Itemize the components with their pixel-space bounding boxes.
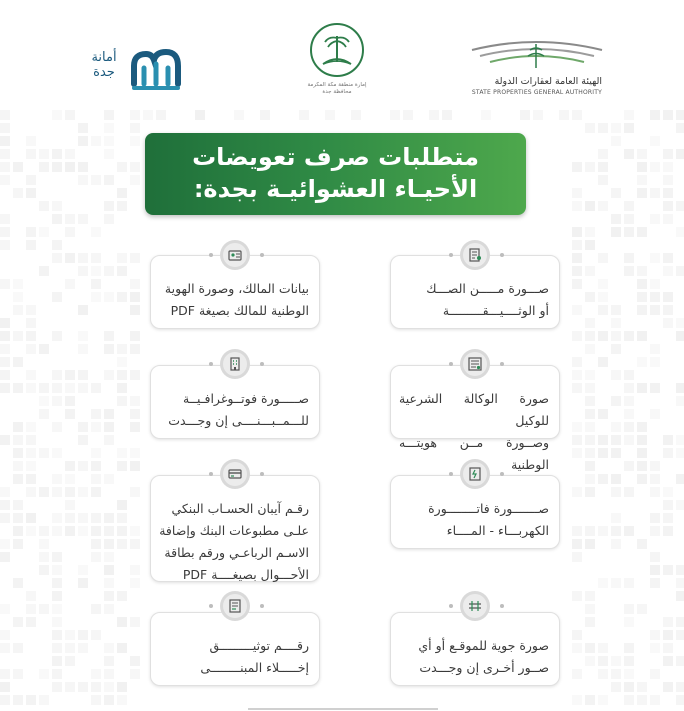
banner-title-line1: متطلبات صرف تعويضات xyxy=(192,143,479,171)
requirements-title-banner xyxy=(145,133,526,215)
aerial-photo-icon xyxy=(460,591,490,621)
makkah-emirate-logo xyxy=(300,22,374,104)
emirate-caption-arabic: إمارة منطقة مكة المكرمة xyxy=(307,82,367,88)
spga-logo xyxy=(466,36,608,102)
jeddah-logo-text: أمانة جدة xyxy=(91,50,117,80)
deed-document-icon xyxy=(460,240,490,270)
requirement-card-aerial-photo: صورة جوية للموقـع أو أي صــور أخـرى إن وجـــدت xyxy=(390,612,560,686)
power-of-attorney-icon xyxy=(460,349,490,379)
requirement-card-building-photo: صـــــورة فوتــوغرافـيــة للـــمــبـــنــــى إن وجـــدت xyxy=(150,365,320,439)
building-photo-icon xyxy=(220,349,250,379)
vacancy-document-icon xyxy=(220,591,250,621)
id-card-icon xyxy=(220,240,250,270)
spga-arabic-name: الهيئة العامة لعقارات الدولة xyxy=(494,76,602,87)
palm-swords-emblem-icon xyxy=(307,22,367,78)
jeddah-logo-mark-icon xyxy=(126,44,186,100)
bank-card-icon xyxy=(220,459,250,489)
requirement-card-utility-bill: صـــــــورة فاتــــــــورة الكهربـــاء - المــــاء xyxy=(390,475,560,549)
requirement-card-iban: رقـم آيبان الحسـاب البنكي علـى مطبوعات البنك وإضافة الاسـم الرباعـي ورقم بطاقة الأحـــوال بصيغــــة PDF xyxy=(150,475,320,582)
spga-emblem-icon xyxy=(466,36,608,74)
electricity-bill-icon xyxy=(460,459,490,489)
banner-title-line2: الأحيـاء العشوائيـة بجدة: xyxy=(193,175,478,203)
requirement-card-owner-id: بيانات المالك، وصورة الهوية الوطنية للمالك بصيغة PDF xyxy=(150,255,320,329)
bottom-divider xyxy=(248,708,438,710)
requirement-card-power-of-attorney: صورة الوكالة الشرعية للوكيل وصــورة مــن هويتـــه الوطنية xyxy=(390,365,560,439)
emirate-caption-governorate: محافظة جدة xyxy=(322,89,352,95)
jeddah-municipality-logo xyxy=(84,44,188,100)
requirement-card-deed: صـــورة مـــــن الصـــك أو الوثــــيـــقـــــــــة xyxy=(390,255,560,329)
spga-english-name: STATE PROPERTIES GENERAL AUTHORITY xyxy=(471,89,602,96)
requirement-card-vacancy-number: رقــــم توثيـــــــــق إخـــــلاء المبنــــــــى xyxy=(150,612,320,686)
